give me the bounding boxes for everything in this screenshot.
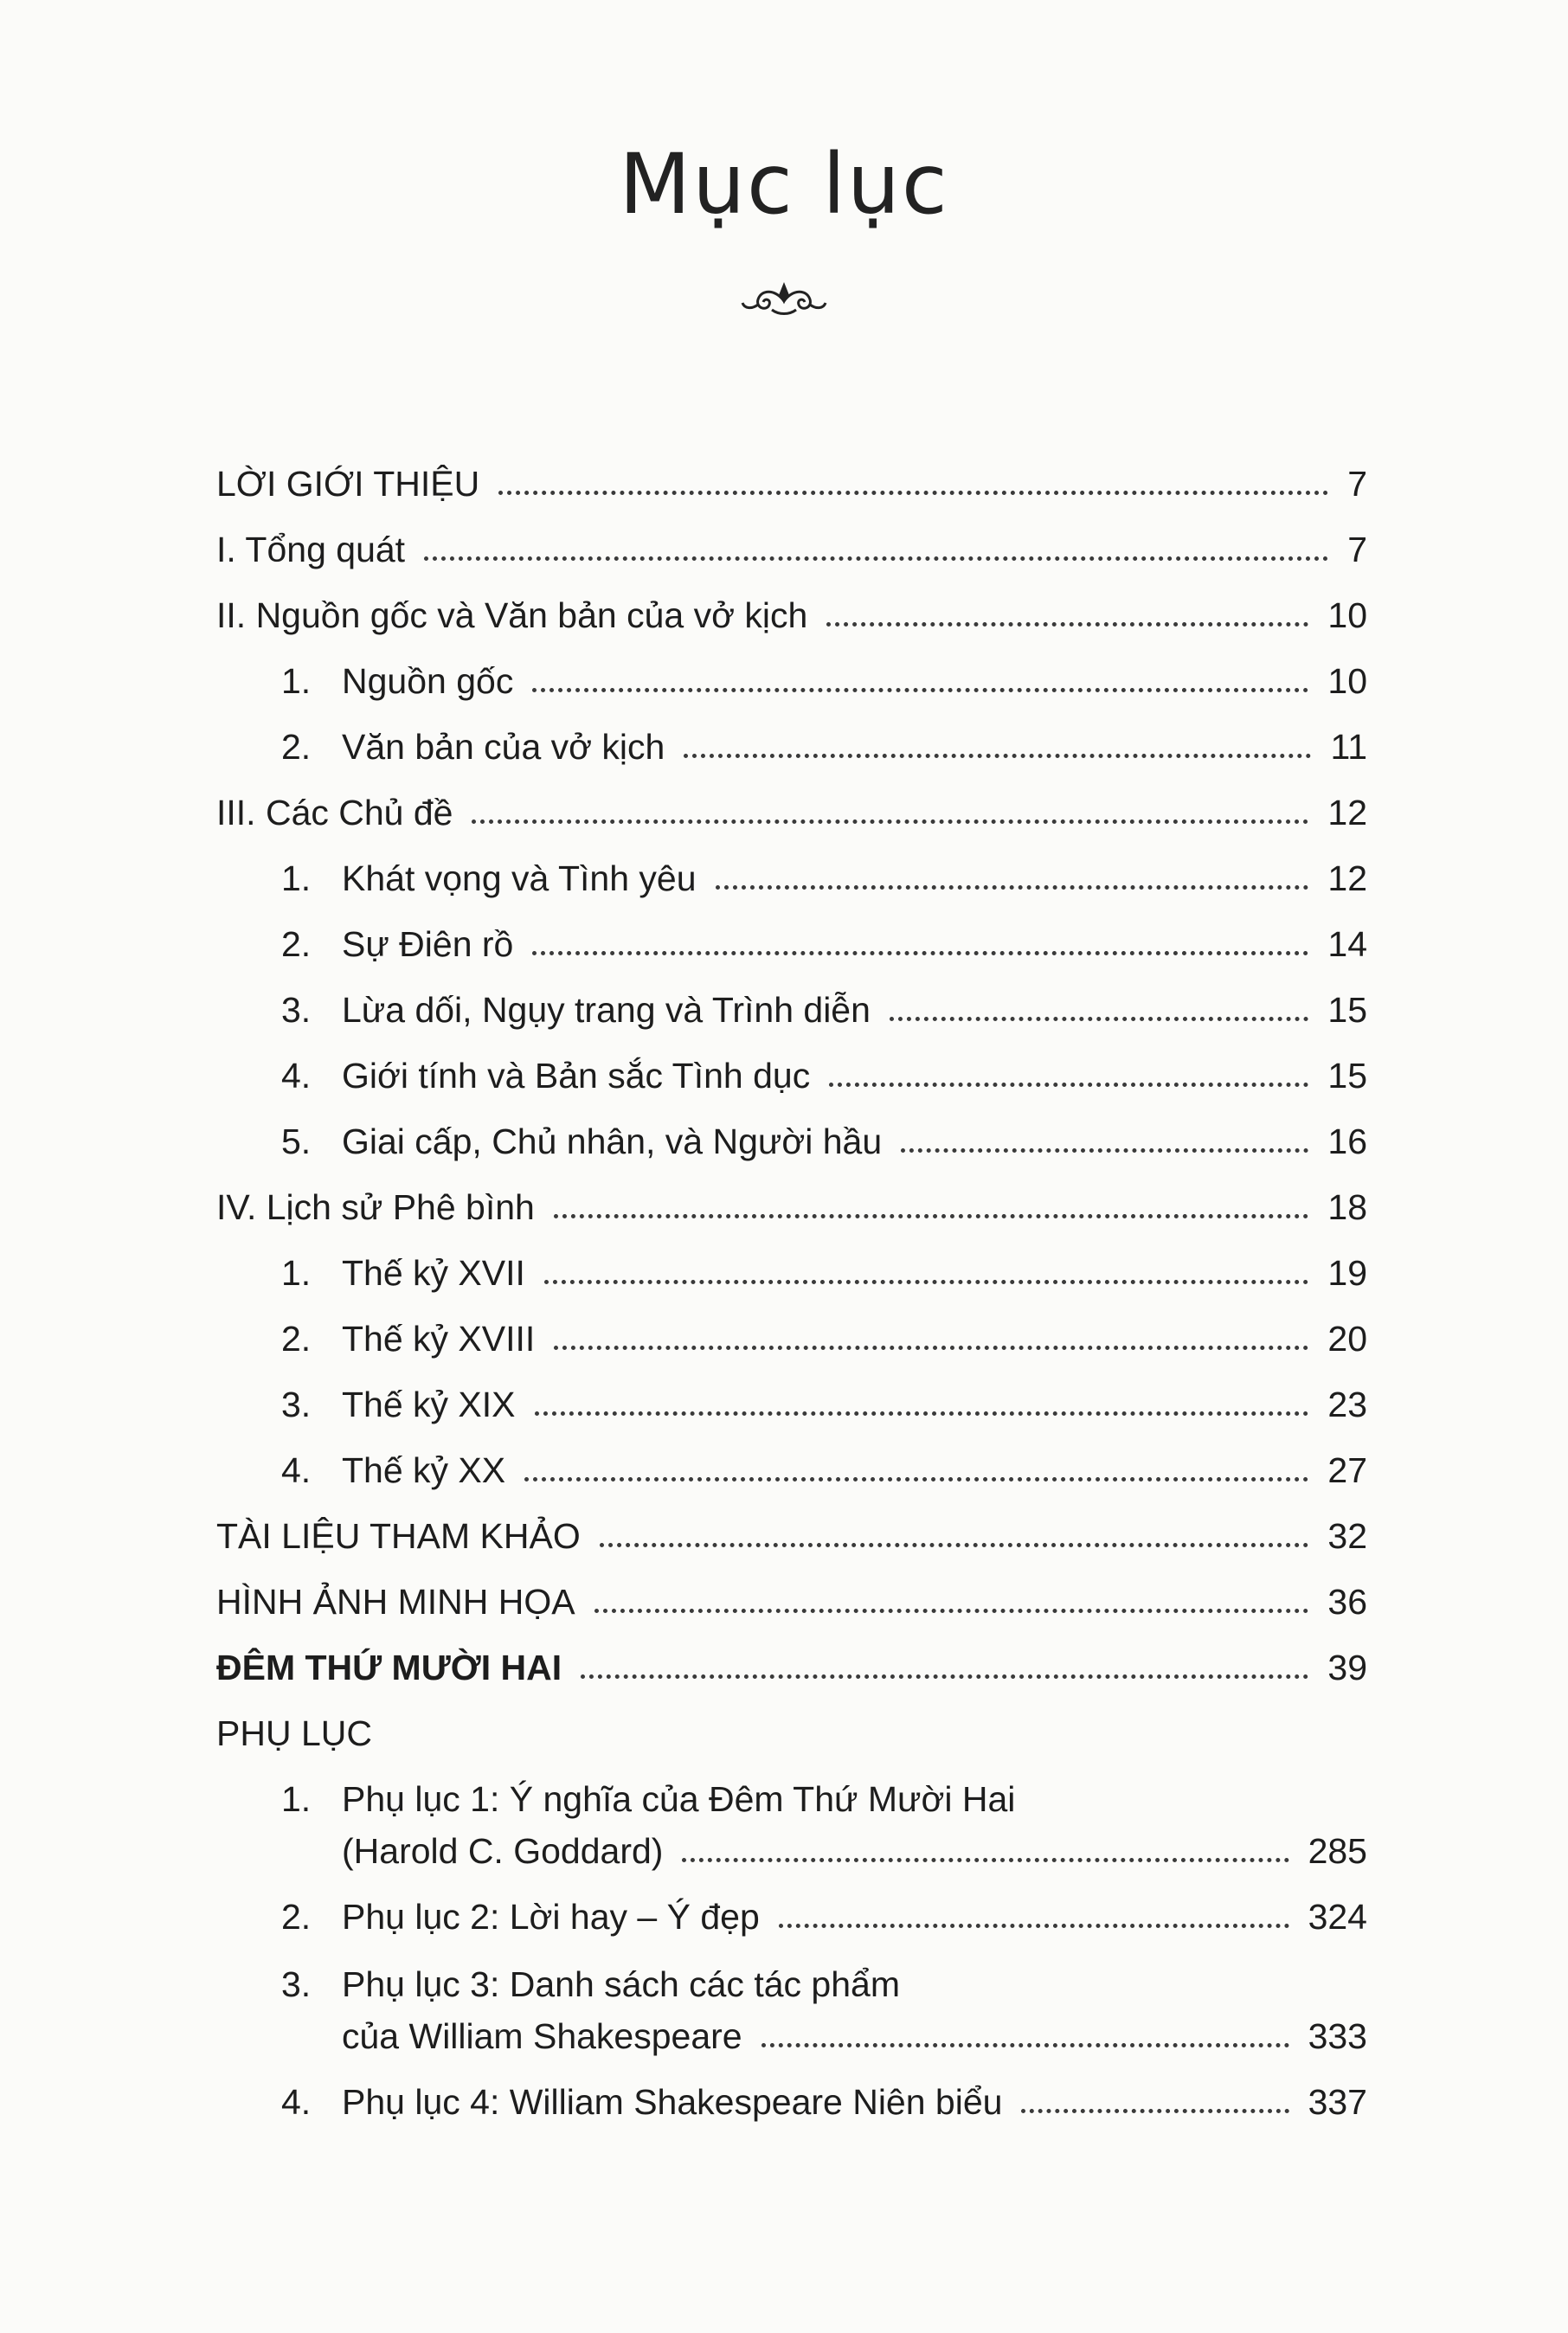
toc-entry-label: Thế kỷ XX: [342, 1450, 506, 1490]
toc-entry-phu-luc-3-continuation[interactable]: [342, 2002, 1367, 2054]
dot-leader: [594, 1609, 1309, 1613]
toc-entry-page: 36: [1327, 1582, 1367, 1622]
toc-entry-tai-lieu[interactable]: [216, 1502, 1367, 1554]
toc-entry-number: 4.: [281, 1056, 312, 1096]
toc-entry-label: của William Shakespeare: [342, 2016, 742, 2056]
toc-entry-label: Phụ lục 3: Danh sách các tác phẩm: [342, 1964, 900, 2004]
dot-leader: [901, 1148, 1308, 1153]
toc-entry-page: 27: [1327, 1450, 1367, 1490]
toc-entry-page: 15: [1327, 1056, 1367, 1096]
toc-entry-page: 12: [1327, 793, 1367, 832]
toc-entry-page: 20: [1327, 1319, 1367, 1359]
toc-entry-the-ky-xx[interactable]: [281, 1436, 1367, 1488]
ornament-icon: [741, 280, 827, 318]
toc-entry-number: 2.: [281, 727, 312, 767]
toc-entry-page: 19: [1327, 1253, 1367, 1293]
dot-leader: [524, 1477, 1308, 1481]
toc-entry-label: III. Các Chủ đề: [216, 793, 453, 832]
toc-entry-page: 14: [1327, 924, 1367, 964]
toc-entry-gioi-tinh[interactable]: [281, 1042, 1367, 1094]
toc-entry-page: 23: [1327, 1385, 1367, 1424]
toc-entry-lich-su-phe-binh[interactable]: [216, 1173, 1367, 1225]
toc-entry-number: 2.: [281, 924, 312, 964]
toc-entry-label: LỜI GIỚI THIỆU: [216, 464, 480, 504]
dot-leader: [472, 819, 1308, 824]
toc-entry-hinh-anh[interactable]: [216, 1568, 1367, 1620]
toc-entry-dem-thu-muoi-hai[interactable]: [216, 1634, 1367, 1686]
toc-entry-nguon-goc-van-ban[interactable]: [216, 582, 1367, 633]
toc-entry-label: Phụ lục 4: William Shakespeare Niên biểu: [342, 2082, 1003, 2122]
toc-entry-label: Thế kỷ XIX: [342, 1385, 516, 1424]
dot-leader: [532, 688, 1308, 692]
dot-leader: [600, 1543, 1309, 1547]
toc-entry-page: 12: [1327, 858, 1367, 898]
dot-leader: [779, 1924, 1289, 1928]
toc-entry-lua-doi[interactable]: [281, 976, 1367, 1028]
toc-entry-nguon-goc[interactable]: [281, 647, 1367, 699]
dot-leader: [498, 491, 1328, 495]
toc-entry-number: 1.: [281, 1253, 312, 1293]
dot-leader: [829, 1083, 1308, 1087]
toc-entry-the-ky-xix[interactable]: [281, 1371, 1367, 1423]
toc-entry-the-ky-xvii[interactable]: [281, 1239, 1367, 1291]
toc-entry-tong-quat[interactable]: [216, 516, 1367, 568]
toc-entry-number: 1.: [281, 1779, 312, 1819]
toc-entry-phu-luc[interactable]: [216, 1700, 1367, 1751]
toc-entry-number: 2.: [281, 1897, 312, 1937]
toc-entry-label: Sự Điên rồ: [342, 924, 514, 964]
toc-entry-label: I. Tổng quát: [216, 530, 406, 569]
dot-leader: [532, 951, 1308, 955]
toc-entry-page: 324: [1308, 1897, 1367, 1937]
dot-leader: [682, 1858, 1288, 1862]
toc-entry-number: 5.: [281, 1122, 312, 1161]
toc-entry-phu-luc-1-continuation[interactable]: [342, 1817, 1367, 1869]
toc-entry-dien-ro[interactable]: [281, 910, 1367, 962]
toc-entry-label: Thế kỷ XVIII: [342, 1319, 536, 1359]
toc-entry-label: Phụ lục 2: Lời hay – Ý đẹp: [342, 1897, 760, 1937]
dot-leader: [716, 885, 1309, 890]
dot-leader: [554, 1214, 1309, 1218]
toc-entry-page: 39: [1327, 1648, 1367, 1687]
toc-entry-page: 15: [1327, 990, 1367, 1030]
dot-leader: [762, 2043, 1289, 2047]
toc-entry-label: Văn bản của vở kịch: [342, 727, 665, 767]
toc-entry-number: 3.: [281, 990, 312, 1030]
toc-entry-label: Khát vọng và Tình yêu: [342, 858, 697, 898]
toc-entry-page: 285: [1308, 1831, 1367, 1871]
dot-leader: [424, 556, 1328, 561]
toc-entry-page: 11: [1330, 727, 1367, 767]
toc-entry-label: HÌNH ẢNH MINH HỌA: [216, 1582, 575, 1622]
page-title: Mục lục: [619, 136, 949, 233]
toc-entry-page: 333: [1308, 2016, 1367, 2056]
toc-entry-label: II. Nguồn gốc và Văn bản của vở kịch: [216, 595, 808, 635]
toc-entry-loi-gioi-thieu[interactable]: [216, 450, 1367, 502]
toc-entry-label: Giai cấp, Chủ nhân, và Người hầu: [342, 1122, 883, 1161]
toc-entry-page: 10: [1327, 661, 1367, 701]
toc-entry-page: 337: [1308, 2082, 1367, 2122]
dot-leader: [826, 622, 1308, 627]
toc-entry-label: PHỤ LỤC: [216, 1713, 372, 1753]
toc-entry-label: (Harold C. Goddard): [342, 1831, 664, 1871]
toc-entry-number: 3.: [281, 1385, 312, 1424]
toc-entry-label: Lừa dối, Ngụy trang và Trình diễn: [342, 990, 871, 1030]
toc-entry-phu-luc-2[interactable]: [281, 1883, 1367, 1935]
dot-leader: [684, 754, 1311, 758]
toc-entry-label: ĐÊM THỨ MƯỜI HAI: [216, 1648, 562, 1687]
toc-entry-khat-vong[interactable]: [281, 845, 1367, 897]
toc-entry-number: 1.: [281, 858, 312, 898]
toc-entry-number: 4.: [281, 1450, 312, 1490]
toc-entry-page: 7: [1347, 530, 1367, 569]
toc-entry-phu-luc-3[interactable]: [281, 1951, 1367, 2002]
toc-entry-phu-luc-4[interactable]: [281, 2068, 1367, 2120]
toc-entry-van-ban[interactable]: [281, 713, 1367, 765]
dot-leader: [535, 1411, 1309, 1416]
toc-entry-label: Phụ lục 1: Ý nghĩa của Đêm Thứ Mười Hai: [342, 1779, 1016, 1819]
toc-entry-number: 4.: [281, 2082, 312, 2122]
toc-entry-number: 1.: [281, 661, 312, 701]
toc-entry-number: 3.: [281, 1964, 312, 2004]
dot-leader: [890, 1017, 1308, 1021]
toc-entry-label: TÀI LIỆU THAM KHẢO: [216, 1516, 581, 1556]
toc-entry-label: IV. Lịch sử Phê bình: [216, 1187, 535, 1227]
toc-entry-the-ky-xviii[interactable]: [281, 1305, 1367, 1357]
toc-entry-cac-chu-de[interactable]: [216, 779, 1367, 831]
toc-entry-phu-luc-1[interactable]: [281, 1765, 1367, 1817]
toc-entry-page: 18: [1327, 1187, 1367, 1227]
toc-entry-giai-cap[interactable]: [281, 1108, 1367, 1160]
toc-entry-label: Nguồn gốc: [342, 661, 514, 701]
dot-leader: [1021, 2109, 1288, 2113]
toc-entry-page: 16: [1327, 1122, 1367, 1161]
toc-entry-page: 7: [1347, 464, 1367, 504]
toc-entry-label: Giới tính và Bản sắc Tình dục: [342, 1056, 811, 1096]
toc-entry-number: 2.: [281, 1319, 312, 1359]
dot-leader: [544, 1280, 1308, 1284]
toc-entry-label: Thế kỷ XVII: [342, 1253, 525, 1293]
toc-entry-page: 10: [1327, 595, 1367, 635]
dot-leader: [554, 1346, 1308, 1350]
toc-entry-page: 32: [1327, 1516, 1367, 1556]
dot-leader: [581, 1674, 1308, 1679]
